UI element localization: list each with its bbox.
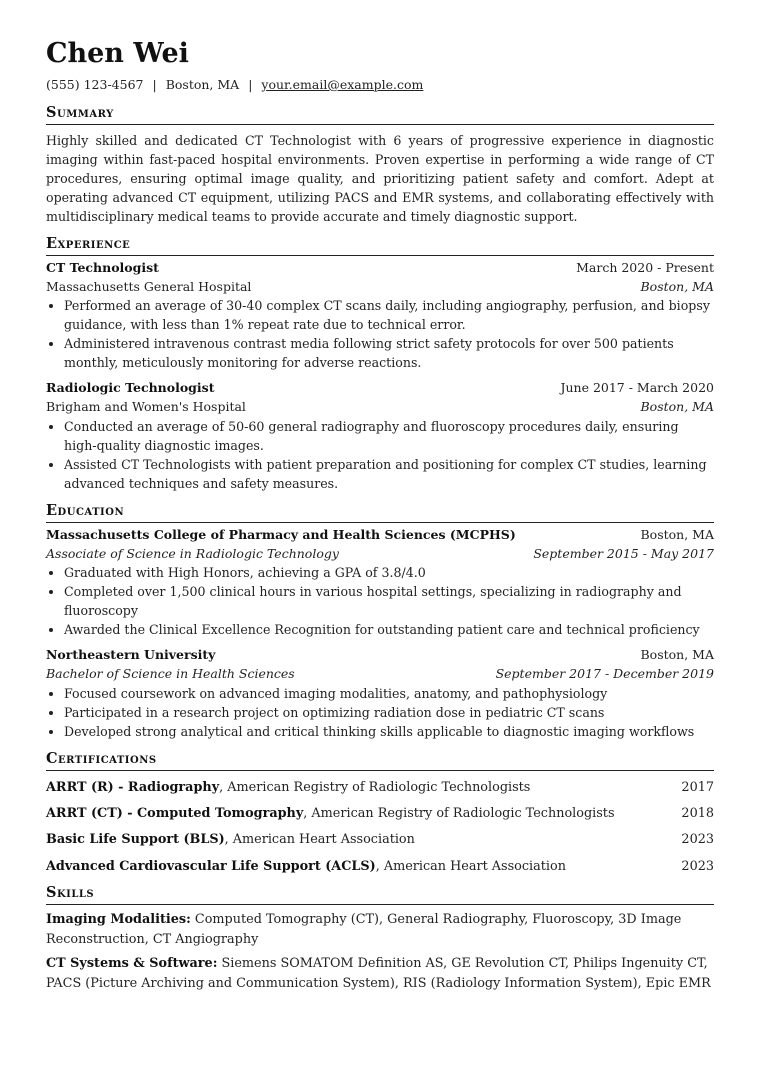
skill-label: CT Systems & Software: bbox=[46, 956, 218, 972]
certification-issuer: , American Heart Association bbox=[375, 858, 566, 874]
education-dates: September 2015 - May 2017 bbox=[533, 545, 714, 561]
job-header bbox=[46, 379, 714, 398]
job-subheader bbox=[46, 278, 714, 297]
degree: Bachelor of Science in Health Sciences bbox=[46, 665, 295, 681]
separator: | bbox=[248, 77, 253, 92]
certification-year: 2017 bbox=[681, 779, 714, 795]
section-heading-summary: Summary bbox=[46, 104, 714, 125]
school-name: Northeastern University bbox=[46, 647, 216, 663]
certification-item bbox=[46, 779, 714, 797]
skill-value: Siemens SOMATOM Definition AS, GE Revolution CT, Philips Ingenuity CT, PACS (Picture Archiving and Communication System), RIS (Radiology Information System), Epic EMR bbox=[46, 956, 711, 991]
certification-name: ARRT (CT) - Computed Tomography bbox=[46, 806, 304, 822]
section-heading-skills: Skills bbox=[46, 884, 714, 905]
degree-line bbox=[46, 545, 714, 564]
list-item: • Administered intravenous contrast media following strict safety protocols for over 500 patients monthly, meticulously monitoring for adverse reactions. bbox=[64, 334, 714, 372]
contact-line bbox=[46, 76, 714, 93]
job-title: Radiologic Technologist bbox=[46, 380, 215, 396]
skill-group bbox=[46, 954, 714, 993]
certification-issuer: , American Registry of Radiologic Technologists bbox=[219, 779, 531, 795]
job-dates: March 2020 - Present bbox=[576, 260, 714, 275]
certification-issuer: , American Heart Association bbox=[224, 832, 415, 848]
phone-number: (555) 123-4567 bbox=[46, 77, 144, 92]
employer: Massachusetts General Hospital bbox=[46, 278, 252, 294]
certification-item bbox=[46, 831, 714, 849]
certification-year: 2023 bbox=[681, 858, 714, 874]
certification-item bbox=[46, 858, 714, 876]
list-item: • Participated in a research project on optimizing radiation dose in pediatric CT scans bbox=[64, 703, 714, 722]
list-item: • Graduated with High Honors, achieving a GPA of 3.8/4.0 bbox=[64, 563, 714, 582]
school-name: Massachusetts College of Pharmacy and Health Sciences (MCPHS) bbox=[46, 526, 516, 542]
job-location: Boston, MA bbox=[640, 399, 714, 415]
summary-text: Highly skilled and dedicated CT Technologist with 6 years of progressive experience in diagnostic imaging within fast-paced hospital environments. Proven expertise in performing a wide range of CT procedures, ensuring optimal image quality, and prioritizing patient safety and comfort. Adept at operating advanced CT equipment, utilizing PACS and EMR systems, and collaborating effectively with multidisciplinary medical teams to provide accurate and timely diagnostic support. bbox=[46, 133, 714, 224]
job-entry bbox=[46, 259, 714, 372]
education-bullets bbox=[46, 563, 714, 639]
school-location: Boston, MA bbox=[640, 647, 714, 663]
separator: | bbox=[152, 77, 157, 92]
job-header bbox=[46, 259, 714, 278]
job-bullets bbox=[46, 296, 714, 372]
list-item: • Performed an average of 30-40 complex CT scans daily, including angiography, perfusion, and biopsy guidance, with less than 1% repeat rate due to technical error. bbox=[64, 296, 714, 334]
skill-value: Computed Tomography (CT), General Radiography, Fluoroscopy, 3D Image Reconstruction, CT Angiography bbox=[46, 912, 682, 947]
certification-year: 2018 bbox=[681, 806, 714, 822]
list-item: • Focused coursework on advanced imaging modalities, anatomy, and pathophysiology bbox=[64, 684, 714, 703]
education-dates: September 2017 - December 2019 bbox=[495, 665, 714, 681]
education-entry bbox=[46, 526, 714, 639]
job-entry bbox=[46, 379, 714, 492]
list-item: • Developed strong analytical and critical thinking skills applicable to diagnostic imaging workflows bbox=[64, 722, 714, 741]
degree: Associate of Science in Radiologic Technology bbox=[46, 545, 339, 561]
school-header bbox=[46, 526, 714, 545]
job-dates: June 2017 - March 2020 bbox=[560, 380, 714, 396]
education-entry bbox=[46, 646, 714, 740]
resume-page bbox=[46, 38, 714, 998]
section-heading-certifications: Certifications bbox=[46, 750, 714, 771]
skill-group bbox=[46, 910, 714, 949]
certification-year: 2023 bbox=[681, 832, 714, 848]
job-location: Boston, MA bbox=[640, 278, 714, 294]
job-title: CT Technologist bbox=[46, 260, 159, 275]
email-link[interactable]: your.email@example.com bbox=[261, 77, 424, 92]
school-header bbox=[46, 646, 714, 665]
job-subheader bbox=[46, 398, 714, 417]
school-location: Boston, MA bbox=[640, 526, 714, 542]
certification-issuer: , American Registry of Radiologic Technologists bbox=[303, 806, 615, 822]
list-item: • Assisted CT Technologists with patient preparation and positioning for complex CT studies, learning advanced techniques and safety measures. bbox=[64, 455, 714, 493]
education-bullets bbox=[46, 684, 714, 741]
location: Boston, MA bbox=[165, 77, 240, 92]
skill-label: Imaging Modalities: bbox=[46, 912, 191, 928]
job-bullets bbox=[46, 417, 714, 493]
employer: Brigham and Women's Hospital bbox=[46, 399, 246, 415]
list-item: • Conducted an average of 50-60 general radiography and fluoroscopy procedures daily, ensuring high-quality diagnostic images. bbox=[64, 417, 714, 455]
certification-name: Advanced Cardiovascular Life Support (ACLS) bbox=[46, 858, 376, 874]
degree-line bbox=[46, 665, 714, 684]
section-heading-education: Education bbox=[46, 502, 714, 523]
certification-name: ARRT (R) - Radiography bbox=[46, 779, 220, 795]
list-item: • Awarded the Clinical Excellence Recognition for outstanding patient care and technical proficiency bbox=[64, 620, 714, 639]
list-item: • Completed over 1,500 clinical hours in various hospital settings, specializing in radiography and fluoroscopy bbox=[64, 582, 714, 620]
candidate-name: Chen Wei bbox=[46, 38, 189, 69]
section-heading-experience: Experience bbox=[46, 235, 714, 256]
certification-name: Basic Life Support (BLS) bbox=[46, 832, 225, 848]
certification-item bbox=[46, 805, 714, 823]
